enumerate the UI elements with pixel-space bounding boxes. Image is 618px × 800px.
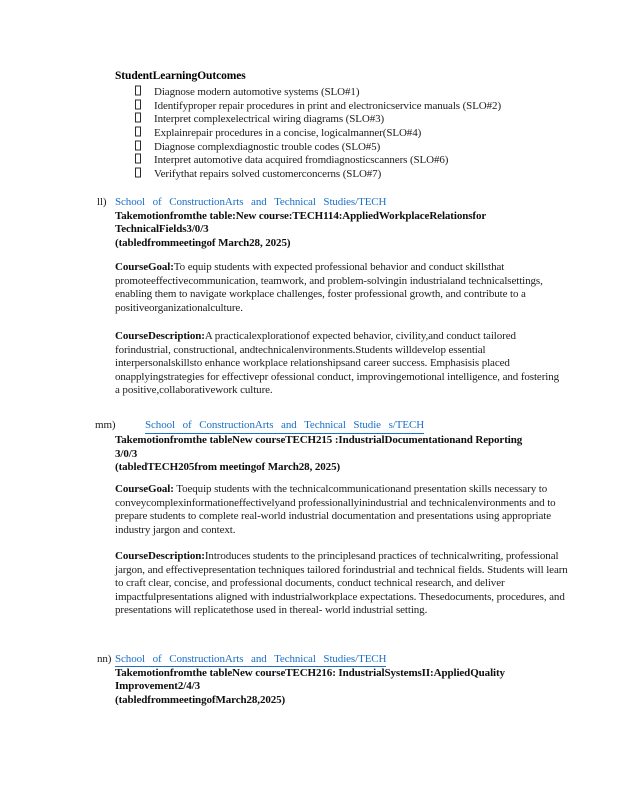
slo-list <box>135 85 501 180</box>
course-description-text: A practicalexplorationof expected behavior, civility,and conduct tailored forindustrial, constructional, andtechnicalenvironments.Students willdevelop essential interpersonalskillsto enhance workplace relationshipsand career success. Emphasisis placed onapplyingstrategies for effectivepr ofessional conduct, improvingemotional intelligence, and fostering a positive,collaborativework culture. <box>115 330 560 397</box>
slo-heading: StudentLearningOutcomes <box>115 70 246 82</box>
course-goal-label: CourseGoal: <box>115 483 174 495</box>
missing-glyph-bullet-icon <box>135 126 141 136</box>
motion-line: Takemotionfromthe tableNew courseTECH216: IndustrialSystemsII:AppliedQuality <box>115 666 505 679</box>
motion-line: 3/0/3 <box>115 447 138 460</box>
course-description-paragraph <box>115 550 568 618</box>
course-goal-text: To equip students with expected professional behavior and conduct skillsthat promoteeffectivecommunication, teamwork, and problem-solvingin industrialand technicalsettings, enabling them to navigate workplace challenges, foster professional growth, and contribute to a positiveorganizationalculture. <box>115 261 543 314</box>
section-mm <box>95 419 522 475</box>
course-description-label: CourseDescription: <box>115 550 205 562</box>
list-item <box>135 99 501 113</box>
motion-line: (tabledfrommeetingofMarch28,2025) <box>115 693 286 706</box>
missing-glyph-bullet-icon <box>135 154 141 164</box>
list-item <box>135 167 501 181</box>
course-description-paragraph <box>115 330 565 398</box>
motion-line: Takemotionfromthe tableNew courseTECH215 :IndustrialDocumentationand Reporting <box>115 434 523 447</box>
list-marker: mm) <box>95 419 116 431</box>
motion-line: (tabledTECH205from meetingof March28, 2025) <box>115 461 341 474</box>
motion-line: Takemotionfromthe table:New course:TECH114:AppliedWorkplaceRelationsfor <box>115 209 487 222</box>
list-item <box>135 153 501 167</box>
list-marker: nn) <box>97 653 112 665</box>
course-description-label: CourseDescription: <box>115 330 205 342</box>
slo-item-text: Interpret complexelectrical wiring diagrams (SLO#3) <box>154 113 385 126</box>
slo-item-text: Diagnose modern automotive systems (SLO#1) <box>154 86 360 98</box>
slo-item-text: Diagnose complexdiagnostic trouble codes (SLO#5) <box>154 140 381 153</box>
list-item <box>135 112 501 126</box>
motion-line: Improvement2/4/3 <box>115 680 200 693</box>
missing-glyph-bullet-icon <box>135 99 141 109</box>
course-goal-label: CourseGoal: <box>115 261 174 273</box>
course-goal-paragraph <box>115 261 558 315</box>
section-ll <box>97 196 486 250</box>
course-goal-paragraph <box>115 483 558 537</box>
school-link[interactable]: School of ConstructionArts and Technical Studies/TECH <box>115 653 387 665</box>
list-marker: ll) <box>97 196 107 208</box>
school-link[interactable]: School of ConstructionArts and Technical Studie s/TECH <box>145 419 424 434</box>
section-nn <box>97 653 505 707</box>
slo-item-text: Interpret automotive data acquired fromdiagnosticscanners (SLO#6) <box>154 154 449 167</box>
motion-line: (tabledfrommeetingof March28, 2025) <box>115 236 291 249</box>
slo-item-text: Verifythat repairs solved customerconcerns (SLO#7) <box>154 167 382 180</box>
missing-glyph-bullet-icon <box>135 167 141 177</box>
motion-line: TechnicalFields3/0/3 <box>115 223 209 236</box>
list-item <box>135 85 501 99</box>
school-link[interactable]: School of ConstructionArts and Technical Studies/TECH <box>115 196 387 208</box>
list-item <box>135 126 501 140</box>
missing-glyph-bullet-icon <box>135 140 141 150</box>
course-goal-text: Toequip students with the technicalcommunicationand presentation skills necessary to conveycomplexinformationeffectivelyand professionallyinindustrial and technicalenvironments and to prepare students to complete real-world industrial documentation and presentations using appropriate industry jargon and context. <box>115 483 556 536</box>
missing-glyph-bullet-icon <box>135 113 141 123</box>
missing-glyph-bullet-icon <box>135 86 141 96</box>
list-item <box>135 140 501 154</box>
course-description-text: Introduces students to the principlesand practices of technicalwriting, professional jargon, and effectivepresentation techniques tailored forindustrial and technical fields. Students will learn to craft clear, concise, and professional documents, conduct technical research, and deliver impactfulpresentations aligned with industrialworkplace expectations. Thesedocuments, procedures, and presentations will replicatethose used in thereal- world industrial setting. <box>115 550 568 617</box>
slo-item-text: Identifyproper repair procedures in print and electronicservice manuals (SLO#2) <box>154 99 502 112</box>
slo-item-text: Explainrepair procedures in a concise, logicalmanner(SLO#4) <box>154 126 422 139</box>
